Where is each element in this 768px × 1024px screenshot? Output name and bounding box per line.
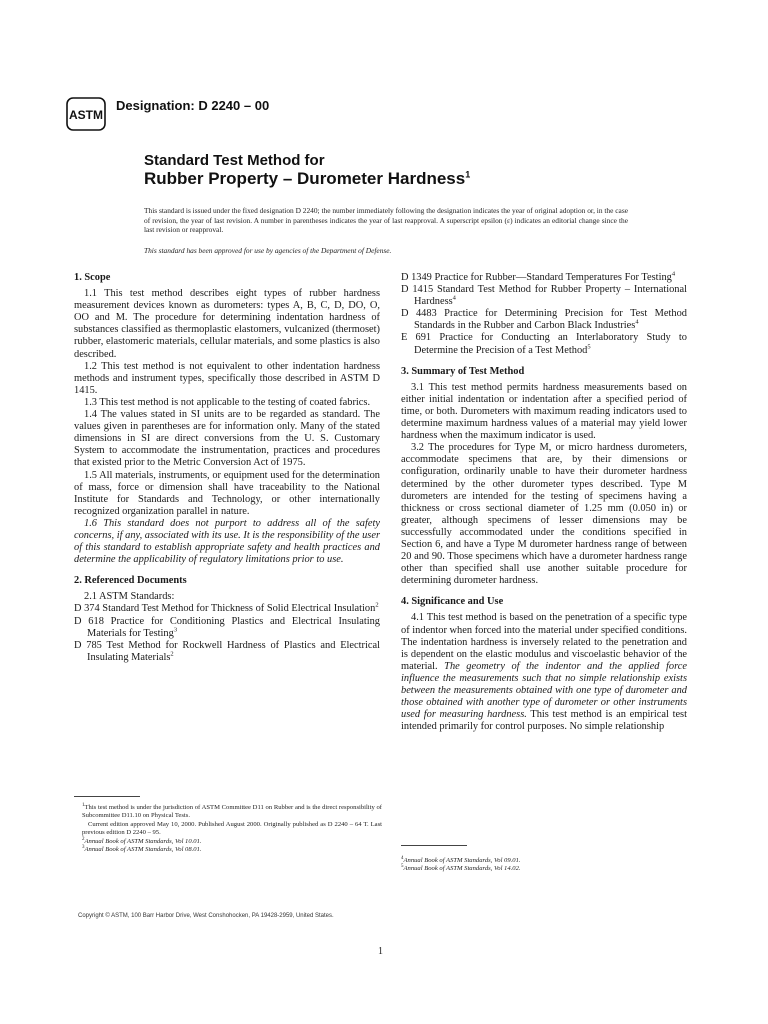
reference-text: E 691 Practice for Conducting an Interlaboratory Study to Determine the Precision of a Test Method [401, 332, 687, 356]
left-column [74, 272, 380, 664]
reference-d785 [74, 640, 380, 664]
paragraph-1-1: 1.1 This test method describes eight types of rubber hardness measurement devices known as durometers: types A, B, C, D, DO, O, OO and M. The procedure for determining indentation hardness of substances classified as thermoplastic elastomers, vulcanized (thermoset) rubber, elastomeric materials, cellular materials, and some plastics is also described. [74, 288, 380, 360]
astm-logo-icon [66, 96, 106, 132]
footnote-marker: 4 [635, 318, 639, 326]
section-heading-significance: 4. Significance and Use [401, 596, 504, 608]
issue-notice: This standard is issued under the fixed designation D 2240; the number immediately following the designation indicates the year of original adoption or, in the case of revision, the year of last revision. A number in parentheses indicates the year of last reapproval. A superscript epsilon (ε) indicates an editorial change since the last revision or reapproval. [144, 206, 628, 235]
paragraph-3-1: 3.1 This test method permits hardness measurements based on either initial indentation or indentation after a specified period of time, or both. Durometers with maximum reading indicators used to determine maximum hardness values of a material may yield lower hardness when the maximum indicator is used. [401, 381, 687, 442]
reference-d1415 [401, 284, 687, 308]
paragraph-4-1-part-a: 4.1 This test method is based on the penetration of a specific type of indentor when forced into the material under specified conditions. The indentation hardness is inversely related to the penetration and is dependent on the elastic modulus and viscoelastic behavior of the material. [401, 612, 687, 672]
reference-d4483 [401, 308, 687, 332]
paragraph-4-1 [401, 612, 687, 733]
paragraph-1-5: 1.5 All materials, instruments, or equipment used for the determination of mass, force or dimension shall have traceability to the National Institute for Standards and Technology, or other internationally recognized organization parallel in nature. [74, 469, 380, 517]
footnote-text: Annual Book of ASTM Standards, Vol 09.01. [403, 857, 521, 864]
section-heading-scope: 1. Scope [74, 272, 111, 283]
title-line-1: Standard Test Method for [144, 152, 325, 169]
footnote-divider-left [74, 796, 140, 797]
title-text: Rubber Property – Durometer Hardness [144, 169, 466, 188]
logo-text: ASTM [69, 108, 103, 122]
footnote-marker: 3 [82, 844, 85, 850]
paragraph-1-4: 1.4 The values stated in SI units are to be regarded as standard. The values given in parentheses are for information only. Many of the stated dimensions in SI are direct conversions from the U. S. Customary System to accommodate the instrumentation, practices and procedures that existed prior to the Metric Conversion Act of 1975. [74, 409, 380, 469]
footnote-marker: 2 [375, 601, 379, 609]
reference-text: D 374 Standard Test Method for Thickness of Solid Electrical Insulation [74, 603, 376, 615]
paragraph-4-1-part-c: This test method is an empirical test intended primarily for control purposes. No simple relationship [401, 709, 687, 733]
footnote-marker: 4 [671, 270, 676, 278]
footnotes-right [401, 857, 687, 874]
footnote-5 [401, 865, 687, 873]
paragraph-1-2: 1.2 This test method is not equivalent to other indentation hardness methods and instrument types, specifically those described in ASTM D 1415. [74, 360, 380, 396]
designation: Designation: D 2240 – 00 [116, 98, 270, 113]
footnote-1-edition: Current edition approved May 10, 2000. Published August 2000. Originally published as D 2240 – 64 T. Last previous edition D 2240 – 95. [82, 820, 382, 837]
reference-d1349 [401, 272, 687, 284]
paragraph-1-6: 1.6 This standard does not purport to address all of the safety concerns, if any, associated with its use. It is the responsibility of the user of this standard to establish appropriate safety and health practices and determine the applicability of regulatory limitations prior to use. [74, 517, 380, 566]
page-number: 1 [378, 946, 383, 957]
paragraph-2-1: 2.1 ASTM Standards: [84, 591, 175, 603]
reference-e691 [401, 332, 687, 356]
paragraph-3-2: 3.2 The procedures for Type M, or micro hardness durometers, accommodate specimens that are, by their dimensions or configuration, ordinarily unable to have their durometer hardness determined by the other durometer types described. Type M durometers are intended for the testing of specimens having a thickness or cross sectional diameter of 1.25 mm (0.050 in) or greater, although specimens of lesser dimensions may be successfully accommodated under the conditions specified in Section 6, and have a Type M durometer hardness range of between 20 and 90. Those specimens which have a durometer hardness range other than specified shall use another suitable procedure for determining durometer hardness. [401, 442, 687, 587]
title-footnote-marker: 1 [465, 169, 471, 180]
footnote-1 [82, 804, 382, 821]
footnote-marker: 5 [401, 864, 404, 870]
dod-approval-notice: This standard has been approved for use by agencies of the Department of Defense. [144, 246, 392, 255]
footnote-marker: 4 [401, 855, 404, 861]
reference-text: D 1415 Standard Test Method for Rubber Property – International Hardness [401, 284, 687, 308]
reference-text: D 1349 Practice for Rubber—Standard Temperatures For Testing [401, 272, 672, 283]
copyright-notice: Copyright © ASTM, 100 Barr Harbor Drive, West Conshohocken, PA 19428-2959, United States. [78, 913, 334, 919]
footnote-text: This test method is under the jurisdiction of ASTM Committee D11 on Rubber and is the direct responsibility of Subcommittee D11.10 on Physical Tests. [82, 804, 382, 820]
footnote-text: Annual Book of ASTM Standards, Vol 10.01. [84, 837, 202, 845]
footnote-marker: 5 [587, 343, 591, 351]
footnote-2 [82, 838, 382, 846]
reference-text: D 4483 Practice for Determining Precision for Test Method Standards in the Rubber and Carbon Black Industries [401, 308, 687, 332]
footnote-divider-right [401, 845, 467, 846]
section-heading-referenced-documents: 2. Referenced Documents [74, 575, 187, 587]
footnote-text: Annual Book of ASTM Standards, Vol 14.02. [403, 865, 521, 873]
reference-text: D 618 Practice for Conditioning Plastics and Electrical Insulating Materials for Testing [74, 615, 380, 639]
footnote-marker: 1 [82, 802, 85, 808]
footnote-3 [82, 846, 382, 854]
footnote-marker: 4 [452, 294, 456, 302]
footnote-marker: 2 [170, 650, 174, 658]
footnote-marker: 2 [82, 836, 85, 842]
reference-d618 [74, 616, 380, 640]
section-heading-summary: 3. Summary of Test Method [401, 365, 525, 377]
reference-text: D 785 Test Method for Rockwell Hardness of Plastics and Electrical Insulating Materials [74, 639, 380, 663]
reference-d374 [74, 603, 380, 615]
page-title [144, 152, 470, 188]
title-line-2 [144, 170, 470, 188]
paragraph-1-3: 1.3 This test method is not applicable to the testing of coated fabrics. [84, 396, 371, 408]
footnotes-left [82, 804, 382, 854]
footnote-marker: 3 [173, 626, 178, 634]
paragraph-4-1-part-b: The geometry of the indentor and the applied force influence the measurements such that no simple relationship exists between the measurements obtained with one type of durometer and those obtained with another type of durometer or other instruments used for measuring hardness. [401, 660, 687, 721]
footnote-text: Annual Book of ASTM Standards, Vol 08.01. [84, 846, 202, 854]
right-column [401, 272, 687, 733]
